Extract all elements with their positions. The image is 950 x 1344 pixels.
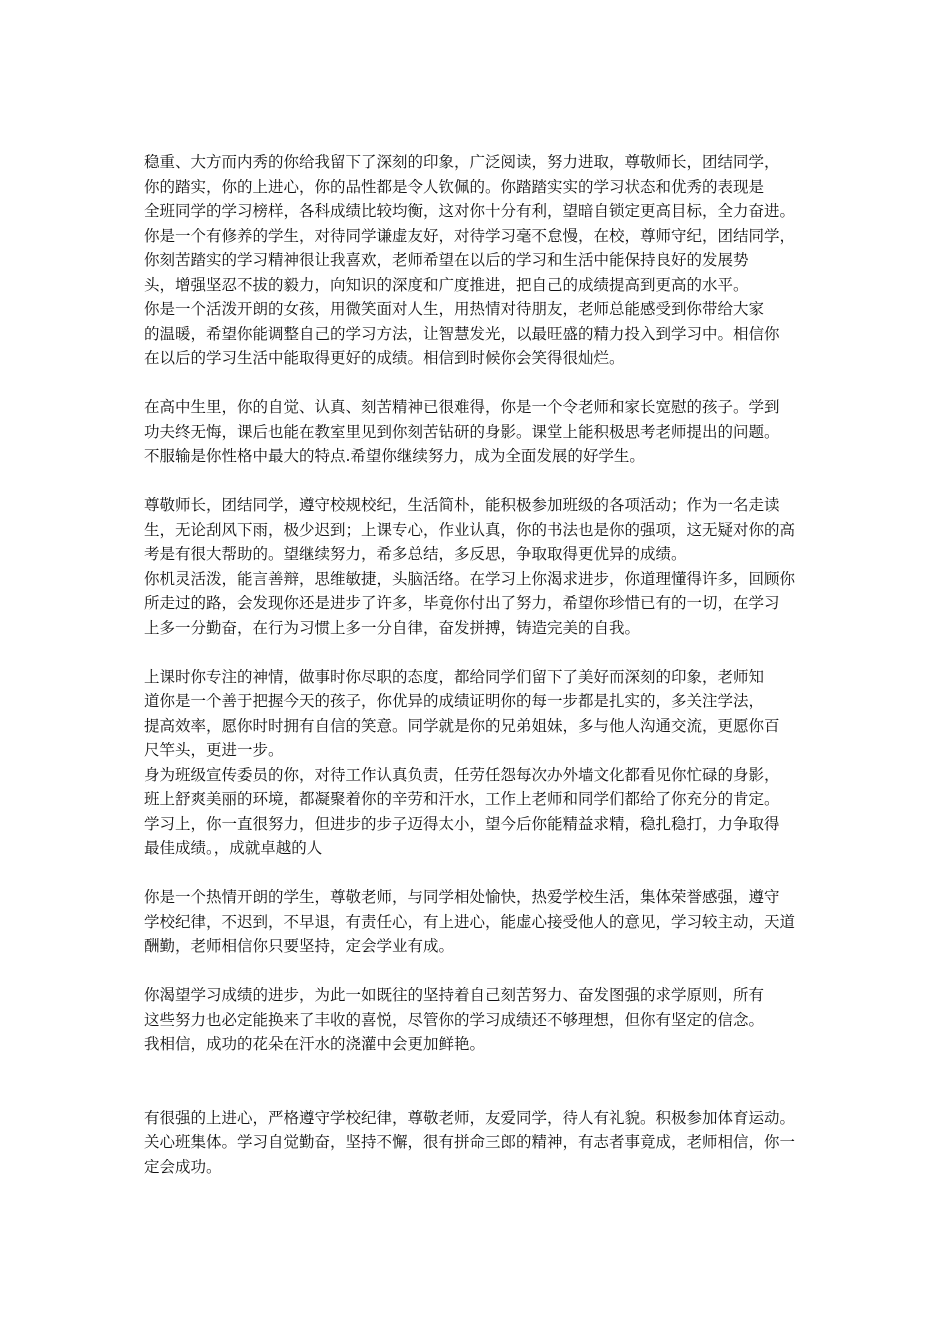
paragraph-line: 尊敬师长，团结同学，遵守校规校纪，生活简朴，能积极参加班级的各项活动；作为一名走读 [144,496,780,514]
paragraph-line: 学校纪律，不迟到，不早退，有责任心，有上进心，能虚心接受他人的意见，学习较主动，天道 [144,912,796,931]
paragraph-spacer [144,640,816,665]
paragraph-line: 关心班集体。学习自觉勤奋，坚持不懈，很有拼命三郎的精神，有志者事竟成，老师相信，你一 [144,1133,796,1151]
paragraph-line: 上多一分勤奋，在行为习惯上多一分自律，奋发拼搏，铸造完美的自我。 [144,618,641,637]
paragraph-line: 所走过的路，会发现你还是进步了许多，毕竟你付出了努力，希望你珍惜已有的一切，在学习 [144,594,780,612]
paragraph-line: 你的踏实，你的上进心，你的品性都是令人钦佩的。你踏踏实实的学习状态和优秀的表现是 [144,177,765,196]
paragraph-7 [144,665,816,763]
paragraph-line: 最佳成绩。，成就卓越的人 [144,839,323,857]
document-body [144,150,816,1179]
paragraph-8 [144,763,816,861]
paragraph-spacer [144,469,816,494]
paragraph-line: 不服输是你性格中最大的特点.希望你继续努力，成为全面发展的好学生。 [144,447,645,465]
paragraph-line: 你是一个热情开朗的学生，尊敬老师，与同学相处愉快，热爱学校生活，集体荣誉感强，遵守 [144,888,780,906]
paragraph-6 [144,567,816,641]
paragraph-line: 我相信，成功的花朵在汗水的浇灌中会更加鲜艳。 [144,1035,486,1053]
paragraph-spacer [144,959,816,984]
paragraph-line: 你是一个活泼开朗的女孩，用微笑面对人生，用热情对待朋友，老师总能感受到你带给大家 [144,300,765,318]
paragraph-2 [144,224,816,298]
paragraph-1 [144,150,816,224]
paragraph-spacer [144,861,816,886]
paragraph-line: 的温暖，希望你能调整自己的学习方法，让智慧发光，以最旺盛的精力投入到学习中。相信你 [144,324,780,343]
paragraph-line: 班上舒爽美丽的环境，都凝聚着你的辛劳和汗水，工作上老师和同学们都给了你充分的肯定。 [144,790,780,808]
paragraph-spacer [144,1057,816,1106]
paragraph-line: 你渴望学习成绩的进步，为此一如既往的坚持着自己刻苦努力、奋发图强的求学原则，所有 [144,986,765,1004]
paragraph-spacer [144,371,816,396]
paragraph-line: 上课时你专注的神情，做事时你尽职的态度，都给同学们留下了美好而深刻的印象，老师知 [144,667,765,686]
paragraph-line: 这些努力也必定能换来了丰收的喜悦，尽管你的学习成绩还不够理想，但你有坚定的信念。 [144,1010,765,1029]
paragraph-11 [144,1106,816,1180]
paragraph-line: 尺竿头，更进一步。 [144,741,284,759]
paragraph-3 [144,297,816,371]
paragraph-line: 你是一个有修养的学生，对待同学谦虚友好，对待学习毫不怠慢，在校，尊师守纪，团结同学， [144,226,796,245]
paragraph-line: 你刻苦踏实的学习精神很让我喜欢，老师希望在以后的学习和生活中能保持良好的发展势 [144,251,749,269]
paragraph-9 [144,885,816,959]
paragraph-10 [144,983,816,1057]
paragraph-line: 头，增强坚忍不拔的毅力，向知识的深度和广度推进，把自己的成绩提高到更高的水平。 [144,275,749,294]
paragraph-line: 提高效率，愿你时时拥有自信的笑意。同学就是你的兄弟姐妹，多与他人沟通交流，更愿你百 [144,716,780,735]
paragraph-line: 酬勤，老师相信你只要坚持，定会学业有成。 [144,937,455,955]
paragraph-line: 稳重、大方而内秀的你给我留下了深刻的印象，广泛阅读，努力进取，尊敬师长，团结同学， [144,153,780,171]
paragraph-line: 学习上，你一直很努力，但进步的步子迈得太小，望今后你能精益求精，稳扎稳打，力争取得 [144,814,780,833]
paragraph-line: 功夫终无悔，课后也能在教室里见到你刻苦钻研的身影。课堂上能积极思考老师提出的问题。 [144,422,780,441]
paragraph-line: 定会成功。 [144,1157,222,1176]
paragraph-5 [144,493,816,567]
paragraph-line: 你机灵活泼，能言善辩，思维敏捷，头脑活络。在学习上你渴求进步，你道理懂得许多，回顾你 [144,569,796,588]
paragraph-line: 考是有很大帮助的。望继续努力，希多总结，多反思，争取取得更优异的成绩。 [144,545,687,563]
paragraph-line: 在以后的学习生活中能取得更好的成绩。相信到时候你会笑得很灿烂。 [144,349,625,367]
paragraph-line: 生，无论刮风下雨，极少迟到；上课专心，作业认真，你的书法也是你的强项，这无疑对你的高 [144,520,796,539]
paragraph-4 [144,395,816,469]
paragraph-line: 在高中生里，你的自觉、认真、刻苦精神已很难得，你是一个令老师和家长宽慰的孩子。学到 [144,398,780,416]
paragraph-line: 身为班级宣传委员的你，对待工作认真负责，任劳任怨每次办外墙文化都看见你忙碌的身影， [144,765,780,784]
paragraph-line: 有很强的上进心，严格遵守学校纪律，尊敬老师，友爱同学，待人有礼貌。积极参加体育运动。 [144,1108,796,1127]
paragraph-line: 道你是一个善于把握今天的孩子，你优异的成绩证明你的每一步都是扎实的，多关注学法， [144,692,765,710]
paragraph-line: 全班同学的学习榜样，各科成绩比较均衡，这对你十分有利，望暗自锁定更高目标，全力奋进。 [144,202,796,220]
